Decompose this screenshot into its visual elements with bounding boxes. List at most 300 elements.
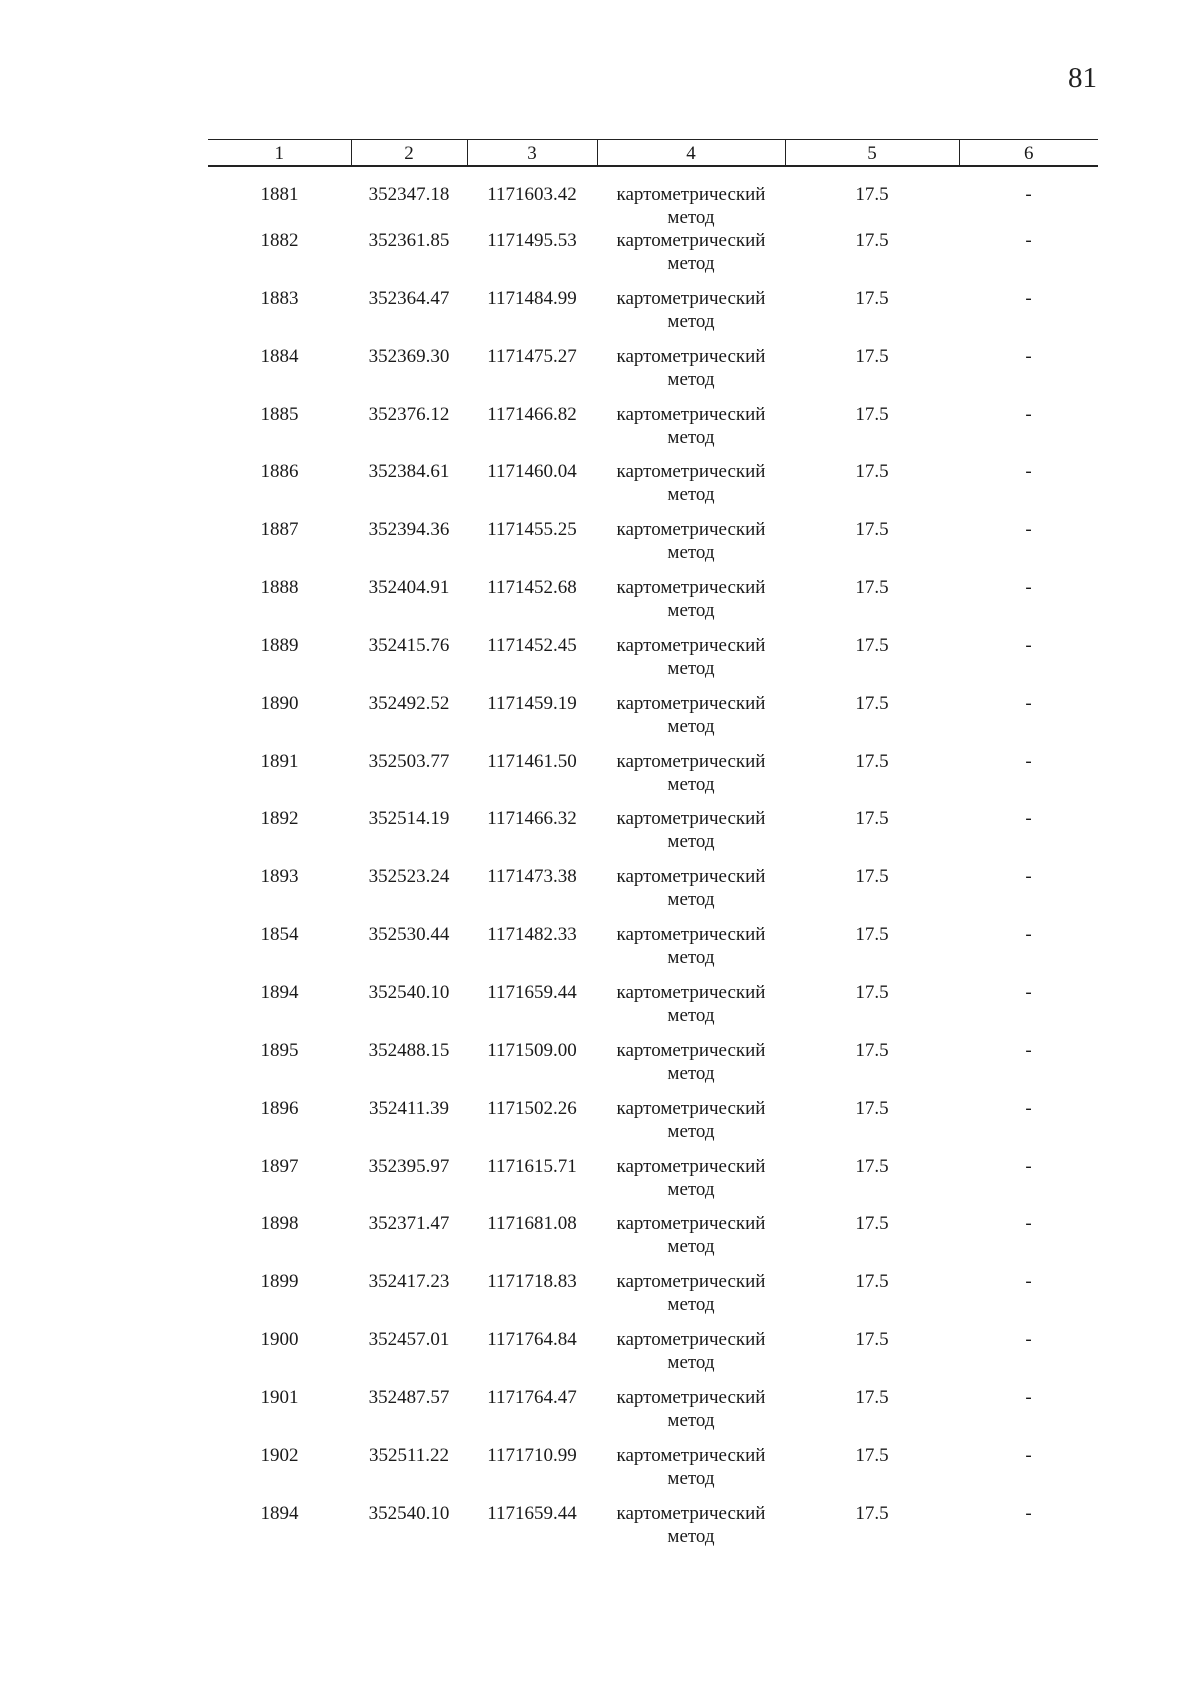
cell-text: 352514.19: [368, 808, 450, 830]
table-body: [208, 166, 1098, 1551]
cell-text: -: [1025, 461, 1032, 483]
method-text-line: метод: [667, 1352, 715, 1374]
table-row: [208, 166, 1098, 229]
method-text-line: картометрический: [616, 287, 766, 309]
x-coordinate-cell: [351, 460, 467, 518]
cell-text: 17.5: [855, 981, 889, 1003]
cell-text: 17.5: [855, 1502, 889, 1524]
method-text-line: картометрический: [616, 634, 766, 656]
x-coordinate-cell: [351, 229, 467, 287]
table-row: [208, 345, 1098, 403]
point-number-cell: [208, 923, 351, 981]
accuracy-cell: [785, 576, 959, 634]
cell-text: 17.5: [855, 184, 889, 205]
accuracy-cell: [785, 750, 959, 808]
table-row: [208, 1270, 1098, 1328]
accuracy-cell: [785, 1212, 959, 1270]
cell-text: 352384.61: [368, 461, 450, 483]
x-coordinate-cell: [351, 287, 467, 345]
cell-text: 1171509.00: [487, 1039, 577, 1061]
method-cell: [597, 692, 785, 750]
cell-text: 17.5: [855, 287, 889, 309]
point-number-cell: [208, 287, 351, 345]
cell-text: 1171502.26: [487, 1097, 577, 1119]
method-cell: [597, 1039, 785, 1097]
x-coordinate-cell: [351, 403, 467, 461]
method-text-line: метод: [667, 542, 715, 564]
cell-text: -: [1025, 230, 1032, 251]
cell-text: 1894: [260, 1502, 299, 1524]
cell-text: 1881: [260, 184, 299, 205]
cell-text: 1171459.19: [487, 692, 577, 714]
cell-text: 17.5: [855, 345, 889, 367]
cell-text: 1171681.08: [487, 1213, 577, 1235]
cell-text: 17.5: [855, 519, 889, 541]
point-number-cell: [208, 1386, 351, 1444]
cell-text: 1171659.44: [487, 1502, 577, 1524]
cell-text: 17.5: [855, 808, 889, 830]
method-text-line: метод: [667, 1236, 715, 1258]
cell-text: -: [1025, 345, 1032, 367]
cell-text: 1900: [260, 1329, 299, 1351]
cell-text: -: [1025, 287, 1032, 309]
note-cell: [959, 1328, 1098, 1386]
cell-text: 1883: [260, 287, 299, 309]
cell-text: 1892: [260, 808, 299, 830]
method-text-line: картометрический: [616, 1502, 766, 1524]
x-coordinate-cell: [351, 1270, 467, 1328]
cell-text: -: [1025, 577, 1032, 599]
y-coordinate-cell: [467, 1270, 597, 1328]
table-header-row: [208, 140, 1098, 167]
method-text-line: картометрический: [616, 866, 766, 888]
cell-text: 1891: [260, 750, 299, 772]
cell-text: 1171455.25: [487, 519, 577, 541]
accuracy-cell: [785, 1155, 959, 1213]
method-text-line: метод: [667, 310, 715, 332]
table-row: [208, 750, 1098, 808]
cell-text: -: [1025, 1155, 1032, 1177]
cell-text: 1896: [260, 1097, 299, 1119]
point-number-cell: [208, 166, 351, 229]
y-coordinate-cell: [467, 1502, 597, 1551]
table-row: [208, 923, 1098, 981]
cell-text: -: [1025, 634, 1032, 656]
y-coordinate-cell: [467, 345, 597, 403]
note-cell: [959, 865, 1098, 923]
method-text-line: картометрический: [616, 1155, 766, 1177]
point-number-cell: [208, 403, 351, 461]
point-number-cell: [208, 981, 351, 1039]
cell-text: 1171473.38: [487, 866, 577, 888]
y-coordinate-cell: [467, 981, 597, 1039]
point-number-cell: [208, 1444, 351, 1502]
y-coordinate-cell: [467, 1444, 597, 1502]
method-cell: [597, 345, 785, 403]
x-coordinate-cell: [351, 1386, 467, 1444]
y-coordinate-cell: [467, 287, 597, 345]
point-number-cell: [208, 1328, 351, 1386]
cell-text: -: [1025, 750, 1032, 772]
cell-text: 1902: [260, 1444, 299, 1466]
accuracy-cell: [785, 1386, 959, 1444]
table-row: [208, 403, 1098, 461]
cell-text: 1889: [260, 634, 299, 656]
point-number-cell: [208, 692, 351, 750]
table-row: [208, 1444, 1098, 1502]
method-text-line: картометрический: [616, 461, 766, 483]
method-text-line: картометрический: [616, 692, 766, 714]
x-coordinate-cell: [351, 166, 467, 229]
method-text-line: картометрический: [616, 808, 766, 830]
cell-text: -: [1025, 1386, 1032, 1408]
x-coordinate-cell: [351, 692, 467, 750]
method-text-line: картометрический: [616, 981, 766, 1003]
cell-text: 17.5: [855, 692, 889, 714]
cell-text: 1171452.68: [487, 577, 577, 599]
cell-text: 1171615.71: [487, 1155, 577, 1177]
cell-text: 1888: [260, 577, 299, 599]
cell-text: -: [1025, 866, 1032, 888]
accuracy-cell: [785, 981, 959, 1039]
cell-text: 1171461.50: [487, 750, 577, 772]
cell-text: 17.5: [855, 1155, 889, 1177]
cell-text: 1171710.99: [487, 1444, 577, 1466]
cell-text: 1171484.99: [487, 287, 577, 309]
cell-text: 352361.85: [368, 230, 450, 251]
cell-text: 17.5: [855, 1097, 889, 1119]
method-text-line: картометрический: [616, 345, 766, 367]
cell-text: 352523.24: [368, 866, 450, 888]
cell-text: 1854: [260, 924, 299, 946]
method-text-line: картометрический: [616, 1386, 766, 1408]
note-cell: [959, 692, 1098, 750]
accuracy-cell: [785, 865, 959, 923]
y-coordinate-cell: [467, 1212, 597, 1270]
cell-text: 1171466.32: [487, 808, 577, 830]
method-text-line: картометрический: [616, 1097, 766, 1119]
accuracy-cell: [785, 345, 959, 403]
accuracy-cell: [785, 1270, 959, 1328]
y-coordinate-cell: [467, 1039, 597, 1097]
cell-text: 17.5: [855, 1039, 889, 1061]
accuracy-cell: [785, 460, 959, 518]
method-cell: [597, 518, 785, 576]
cell-text: 352394.36: [368, 519, 450, 541]
note-cell: [959, 1212, 1098, 1270]
point-number-cell: [208, 1097, 351, 1155]
table-row: [208, 865, 1098, 923]
point-number-cell: [208, 865, 351, 923]
method-text-line: метод: [667, 773, 715, 795]
cell-text: 352457.01: [368, 1329, 450, 1351]
cell-text: 1894: [260, 981, 299, 1003]
note-cell: [959, 923, 1098, 981]
cell-text: 1171603.42: [487, 184, 577, 205]
cell-text: -: [1025, 981, 1032, 1003]
column-header: 3: [467, 140, 597, 167]
method-text-line: картометрический: [616, 1271, 766, 1293]
y-coordinate-cell: [467, 1328, 597, 1386]
column-header: 6: [959, 140, 1098, 167]
cell-text: -: [1025, 1213, 1032, 1235]
cell-text: 17.5: [855, 1329, 889, 1351]
x-coordinate-cell: [351, 518, 467, 576]
accuracy-cell: [785, 923, 959, 981]
cell-text: 17.5: [855, 1444, 889, 1466]
method-cell: [597, 634, 785, 692]
point-number-cell: [208, 345, 351, 403]
accuracy-cell: [785, 166, 959, 229]
table-row: [208, 1212, 1098, 1270]
y-coordinate-cell: [467, 1097, 597, 1155]
coordinates-table: [208, 139, 1098, 1551]
table-row: [208, 1502, 1098, 1551]
accuracy-cell: [785, 229, 959, 287]
x-coordinate-cell: [351, 1328, 467, 1386]
y-coordinate-cell: [467, 460, 597, 518]
method-text-line: метод: [667, 207, 715, 228]
cell-text: 352404.91: [368, 577, 450, 599]
note-cell: [959, 750, 1098, 808]
point-number-cell: [208, 576, 351, 634]
point-number-cell: [208, 518, 351, 576]
table-row: [208, 807, 1098, 865]
note-cell: [959, 1155, 1098, 1213]
note-cell: [959, 634, 1098, 692]
method-text-line: картометрический: [616, 230, 766, 251]
point-number-cell: [208, 460, 351, 518]
cell-text: 1887: [260, 519, 299, 541]
x-coordinate-cell: [351, 750, 467, 808]
x-coordinate-cell: [351, 1212, 467, 1270]
column-header: 2: [351, 140, 467, 167]
cell-text: 1884: [260, 345, 299, 367]
method-cell: [597, 1444, 785, 1502]
accuracy-cell: [785, 1097, 959, 1155]
point-number-cell: [208, 1212, 351, 1270]
y-coordinate-cell: [467, 166, 597, 229]
method-text-line: метод: [667, 1062, 715, 1084]
accuracy-cell: [785, 1039, 959, 1097]
cell-text: 17.5: [855, 1271, 889, 1293]
cell-text: 1171466.82: [487, 403, 577, 425]
x-coordinate-cell: [351, 923, 467, 981]
cell-text: 1893: [260, 866, 299, 888]
x-coordinate-cell: [351, 1097, 467, 1155]
x-coordinate-cell: [351, 1502, 467, 1551]
note-cell: [959, 1444, 1098, 1502]
accuracy-cell: [785, 634, 959, 692]
cell-text: 352492.52: [368, 692, 450, 714]
cell-text: 1895: [260, 1039, 299, 1061]
method-text-line: метод: [667, 1467, 715, 1489]
cell-text: 352487.57: [368, 1386, 450, 1408]
accuracy-cell: [785, 1328, 959, 1386]
method-text-line: метод: [667, 947, 715, 969]
cell-text: 352417.23: [368, 1271, 450, 1293]
cell-text: 17.5: [855, 403, 889, 425]
note-cell: [959, 1270, 1098, 1328]
table-row: [208, 692, 1098, 750]
cell-text: 352503.77: [368, 750, 450, 772]
method-text-line: метод: [667, 1525, 715, 1547]
cell-text: -: [1025, 1502, 1032, 1524]
y-coordinate-cell: [467, 692, 597, 750]
note-cell: [959, 229, 1098, 287]
method-cell: [597, 460, 785, 518]
cell-text: -: [1025, 1271, 1032, 1293]
note-cell: [959, 287, 1098, 345]
cell-text: 1890: [260, 692, 299, 714]
cell-text: 1171659.44: [487, 981, 577, 1003]
cell-text: 352511.22: [368, 1444, 450, 1466]
method-text-line: картометрический: [616, 577, 766, 599]
y-coordinate-cell: [467, 229, 597, 287]
cell-text: -: [1025, 808, 1032, 830]
point-number-cell: [208, 1155, 351, 1213]
x-coordinate-cell: [351, 345, 467, 403]
point-number-cell: [208, 634, 351, 692]
table-row: [208, 287, 1098, 345]
y-coordinate-cell: [467, 923, 597, 981]
x-coordinate-cell: [351, 1039, 467, 1097]
cell-text: 17.5: [855, 1213, 889, 1235]
method-text-line: метод: [667, 426, 715, 448]
y-coordinate-cell: [467, 403, 597, 461]
method-cell: [597, 923, 785, 981]
cell-text: 352369.30: [368, 345, 450, 367]
cell-text: 17.5: [855, 230, 889, 251]
cell-text: -: [1025, 924, 1032, 946]
cell-text: 17.5: [855, 461, 889, 483]
table-row: [208, 1386, 1098, 1444]
method-cell: [597, 807, 785, 865]
method-cell: [597, 1502, 785, 1551]
table-row: [208, 576, 1098, 634]
x-coordinate-cell: [351, 1444, 467, 1502]
cell-text: 352488.15: [368, 1039, 450, 1061]
table-row: [208, 518, 1098, 576]
note-cell: [959, 345, 1098, 403]
cell-text: 352347.18: [368, 184, 450, 205]
method-text-line: метод: [667, 600, 715, 622]
table-row: [208, 1155, 1098, 1213]
cell-text: -: [1025, 519, 1032, 541]
method-text-line: метод: [667, 1294, 715, 1316]
note-cell: [959, 1502, 1098, 1551]
page-number: 81: [1068, 62, 1097, 94]
cell-text: -: [1025, 1444, 1032, 1466]
cell-text: 1171452.45: [487, 634, 577, 656]
cell-text: 1171460.04: [487, 461, 577, 483]
cell-text: 352540.10: [368, 981, 450, 1003]
method-cell: [597, 1328, 785, 1386]
cell-text: 17.5: [855, 634, 889, 656]
table-row: [208, 460, 1098, 518]
accuracy-cell: [785, 518, 959, 576]
table-row: [208, 634, 1098, 692]
method-text-line: картометрический: [616, 403, 766, 425]
accuracy-cell: [785, 1444, 959, 1502]
cell-text: -: [1025, 403, 1032, 425]
cell-text: 352540.10: [368, 1502, 450, 1524]
x-coordinate-cell: [351, 1155, 467, 1213]
method-cell: [597, 750, 785, 808]
cell-text: 352395.97: [368, 1155, 450, 1177]
method-cell: [597, 166, 785, 229]
method-text-line: картометрический: [616, 519, 766, 541]
cell-text: 1898: [260, 1213, 299, 1235]
cell-text: 17.5: [855, 866, 889, 888]
cell-text: 1901: [260, 1386, 299, 1408]
cell-text: -: [1025, 1097, 1032, 1119]
x-coordinate-cell: [351, 807, 467, 865]
cell-text: 1171475.27: [487, 345, 577, 367]
note-cell: [959, 1039, 1098, 1097]
method-cell: [597, 1212, 785, 1270]
note-cell: [959, 981, 1098, 1039]
cell-text: 1899: [260, 1271, 299, 1293]
column-header: 5: [785, 140, 959, 167]
cell-text: 17.5: [855, 1386, 889, 1408]
y-coordinate-cell: [467, 750, 597, 808]
point-number-cell: [208, 750, 351, 808]
method-text-line: метод: [667, 368, 715, 390]
x-coordinate-cell: [351, 576, 467, 634]
cell-text: 17.5: [855, 750, 889, 772]
method-text-line: метод: [667, 657, 715, 679]
cell-text: 1171764.47: [487, 1386, 577, 1408]
point-number-cell: [208, 1502, 351, 1551]
point-number-cell: [208, 807, 351, 865]
method-text-line: картометрический: [616, 184, 766, 205]
cell-text: 1171764.84: [487, 1329, 577, 1351]
table-row: [208, 1097, 1098, 1155]
note-cell: [959, 518, 1098, 576]
method-text-line: картометрический: [616, 1329, 766, 1351]
method-cell: [597, 981, 785, 1039]
y-coordinate-cell: [467, 576, 597, 634]
note-cell: [959, 576, 1098, 634]
cell-text: -: [1025, 1329, 1032, 1351]
column-header: 4: [597, 140, 785, 167]
y-coordinate-cell: [467, 1155, 597, 1213]
cell-text: -: [1025, 692, 1032, 714]
cell-text: -: [1025, 1039, 1032, 1061]
method-text-line: метод: [667, 253, 715, 274]
method-text-line: картометрический: [616, 1039, 766, 1061]
note-cell: [959, 460, 1098, 518]
point-number-cell: [208, 229, 351, 287]
y-coordinate-cell: [467, 518, 597, 576]
method-text-line: метод: [667, 889, 715, 911]
method-text-line: метод: [667, 484, 715, 506]
x-coordinate-cell: [351, 981, 467, 1039]
method-text-line: картометрический: [616, 1213, 766, 1235]
note-cell: [959, 403, 1098, 461]
method-cell: [597, 576, 785, 634]
method-text-line: метод: [667, 1178, 715, 1200]
accuracy-cell: [785, 1502, 959, 1551]
cell-text: -: [1025, 184, 1032, 205]
method-text-line: метод: [667, 1120, 715, 1142]
y-coordinate-cell: [467, 865, 597, 923]
table-row: [208, 229, 1098, 287]
cell-text: 352411.39: [368, 1097, 450, 1119]
point-number-cell: [208, 1270, 351, 1328]
cell-text: 352371.47: [368, 1213, 450, 1235]
